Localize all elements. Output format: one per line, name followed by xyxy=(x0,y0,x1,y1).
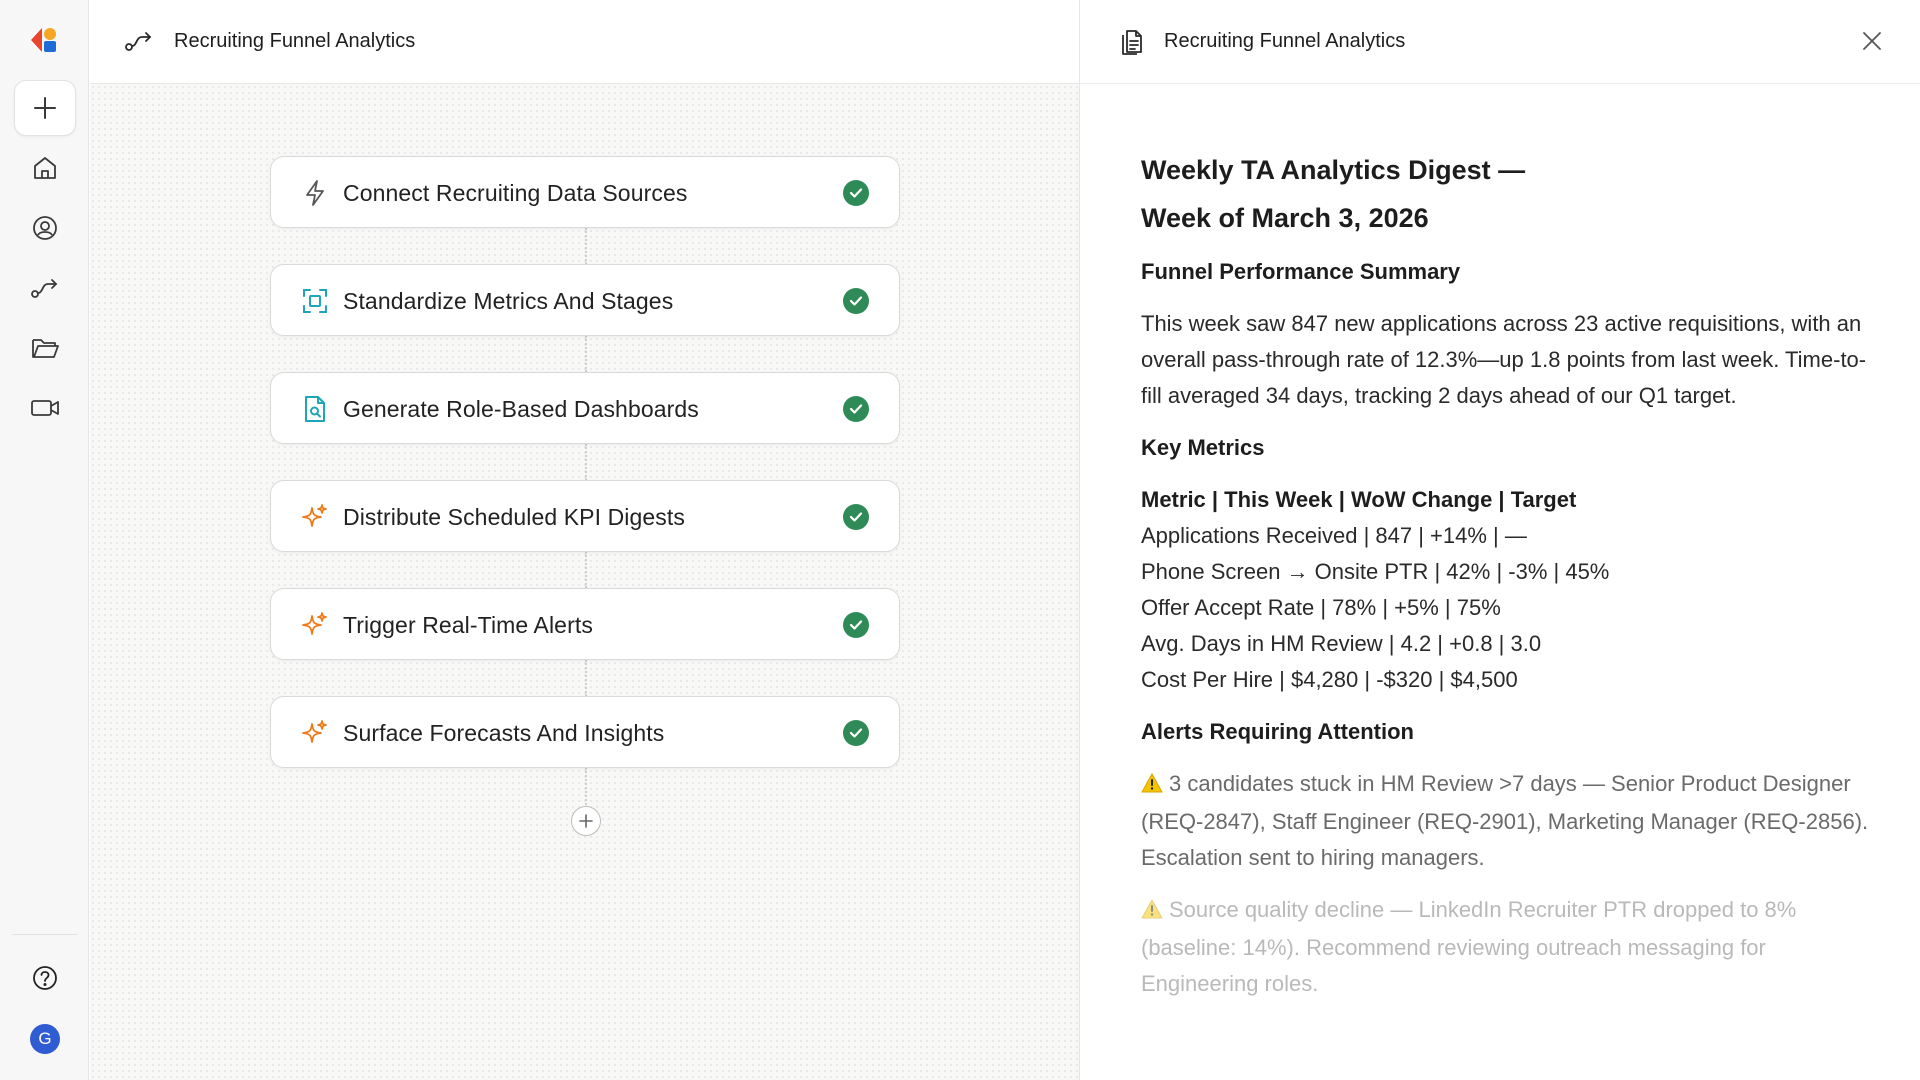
sparkle-icon xyxy=(301,611,329,639)
metrics-header-row: Metric | This Week | WoW Change | Target xyxy=(1141,487,1577,512)
scan-icon xyxy=(301,287,329,315)
step-label: Generate Role-Based Dashboards xyxy=(343,396,699,422)
warning-icon xyxy=(1141,768,1163,804)
home-icon xyxy=(31,154,59,182)
sparkle-icon xyxy=(301,503,329,531)
metrics-heading: Key Metrics xyxy=(1141,435,1265,460)
help-icon xyxy=(31,964,59,992)
workflow-step[interactable] xyxy=(270,372,900,444)
alert-item xyxy=(1141,766,1881,876)
metrics-row: Cost Per Hire | $4,280 | -$320 | $4,500 xyxy=(1141,667,1518,692)
video-icon xyxy=(30,397,60,419)
document-search-icon xyxy=(301,395,329,423)
step-connector xyxy=(585,768,587,808)
new-button[interactable] xyxy=(14,80,76,136)
rail-divider xyxy=(12,934,78,935)
summary-heading: Funnel Performance Summary xyxy=(1141,259,1461,284)
step-label: Distribute Scheduled KPI Digests xyxy=(343,504,685,530)
avatar[interactable]: G xyxy=(30,1024,60,1054)
home-button[interactable] xyxy=(14,140,76,196)
help-button[interactable] xyxy=(14,950,76,1006)
summary-paragraph: This week saw 847 new applications across 23 active requisitions, with an overall pass-through rate of 12.3%—up 1.8 points from last week. Time-to-fill averaged 34 days, tracking 2 days ahead of our Q1 target. xyxy=(1141,311,1867,408)
check-circle-icon xyxy=(843,504,869,530)
lightning-icon xyxy=(301,179,329,207)
workflow-canvas xyxy=(90,0,1079,1080)
metrics-row: Avg. Days in HM Review | 4.2 | +0.8 | 3.0 xyxy=(1141,631,1542,656)
workflow-icon xyxy=(30,276,60,300)
recordings-button[interactable] xyxy=(14,380,76,436)
step-connector xyxy=(585,336,587,372)
workflow-step[interactable] xyxy=(270,480,900,552)
folder-icon xyxy=(30,335,60,361)
workflow-step[interactable] xyxy=(270,264,900,336)
close-icon[interactable] xyxy=(1861,30,1883,52)
document-title-line: Week of March 3, 2026 xyxy=(1141,203,1429,233)
step-label: Surface Forecasts And Insights xyxy=(343,720,665,746)
workflow-title: Recruiting Funnel Analytics xyxy=(174,30,416,52)
files-button[interactable] xyxy=(14,320,76,376)
workflow-step[interactable] xyxy=(270,696,900,768)
left-rail xyxy=(0,0,89,1080)
step-label: Trigger Real-Time Alerts xyxy=(343,612,593,638)
check-circle-icon xyxy=(843,180,869,206)
alert-text: Source quality decline — LinkedIn Recruiter PTR dropped to 8% (baseline: 14%). Recommend reviewing outreach messaging for Engineering roles. xyxy=(1141,897,1797,996)
check-circle-icon xyxy=(843,612,869,638)
step-connector xyxy=(585,228,587,264)
step-connector xyxy=(585,660,587,696)
document-panel xyxy=(1079,0,1920,1080)
alert-item xyxy=(1141,892,1881,1002)
step-label: Connect Recruiting Data Sources xyxy=(343,180,688,206)
metrics-row: Applications Received | 847 | +14% | — xyxy=(1141,523,1527,548)
workflow-header xyxy=(90,0,1079,84)
user-circle-icon xyxy=(31,214,59,242)
check-circle-icon xyxy=(843,720,869,746)
warning-icon xyxy=(1141,894,1163,930)
workflow-step[interactable] xyxy=(270,156,900,228)
add-step-button[interactable] xyxy=(571,806,601,836)
alerts-heading: Alerts Requiring Attention xyxy=(1141,719,1414,744)
app-logo[interactable] xyxy=(28,24,60,56)
metrics-row: Offer Accept Rate | 78% | +5% | 75% xyxy=(1141,595,1501,620)
alert-text: 3 candidates stuck in HM Review >7 days — Senior Product Designer (REQ-2847), Staff Engineer (REQ-2901), Marketing Manager (REQ-2856). Escalation sent to hiring managers. xyxy=(1141,771,1869,870)
document-title-line: Weekly TA Analytics Digest — xyxy=(1141,155,1526,185)
plus-icon xyxy=(579,814,593,828)
check-circle-icon xyxy=(843,288,869,314)
step-connector xyxy=(585,444,587,480)
workflows-button[interactable] xyxy=(14,260,76,316)
check-circle-icon xyxy=(843,396,869,422)
document-body xyxy=(1141,146,1881,1002)
step-connector xyxy=(585,552,587,588)
account-button[interactable] xyxy=(14,200,76,256)
metrics-row: Phone Screen → Onsite PTR | 42% | -3% | 45% xyxy=(1141,559,1610,584)
sparkle-icon xyxy=(301,719,329,747)
workflow-step[interactable] xyxy=(270,588,900,660)
document-header xyxy=(1080,0,1920,84)
document-icon xyxy=(1120,28,1144,56)
document-header-title: Recruiting Funnel Analytics xyxy=(1164,30,1406,52)
workflow-icon xyxy=(124,29,154,53)
step-label: Standardize Metrics And Stages xyxy=(343,288,674,314)
plus-icon xyxy=(32,95,58,121)
